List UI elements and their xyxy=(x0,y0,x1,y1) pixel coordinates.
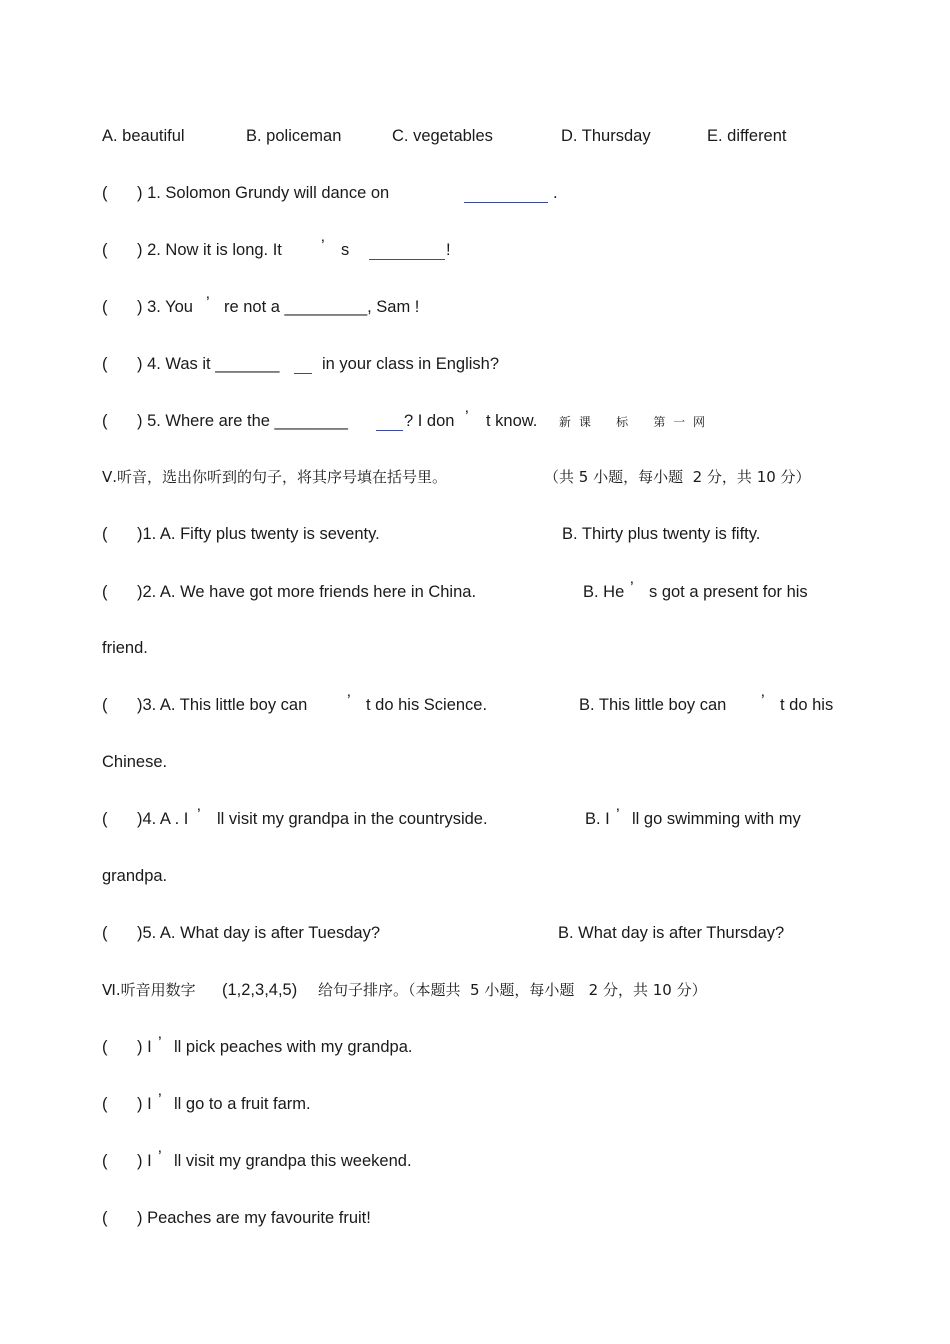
apostrophe: ’ xyxy=(158,1091,162,1109)
paren-open: ( xyxy=(102,810,108,828)
option-a-text: t do his Science. xyxy=(366,696,488,714)
question-text: ) 3. You xyxy=(137,298,193,316)
section-heading: Ⅴ.听音，选出你听到的句子，将其序号填在括号里。 xyxy=(102,468,448,486)
question-text: ) 2. Now it is long. It xyxy=(137,241,282,259)
option-b-text-continued: grandpa. xyxy=(102,867,168,885)
punctuation: . xyxy=(553,184,558,202)
paren-open: ( xyxy=(102,525,108,543)
section-score: 给句子排序。（本题共 5 小题，每小题 2 分，共 10 分） xyxy=(318,981,707,999)
sentence-text: ll visit my grandpa this weekend. xyxy=(174,1152,412,1170)
option-b-text-continued: Chinese. xyxy=(102,753,168,771)
apostrophe: ’ xyxy=(158,1034,162,1052)
apostrophe: ’ xyxy=(616,806,620,824)
paren-open: ( xyxy=(102,924,108,942)
paren-open: ( xyxy=(102,184,108,202)
paren-open: ( xyxy=(102,1095,108,1113)
paren-open: ( xyxy=(102,696,108,714)
question-text: s xyxy=(341,241,350,259)
option-b-text: t do his xyxy=(780,696,834,714)
option-b-text: B. This little boy can xyxy=(579,696,727,714)
option-a-text: )2. A. We have got more friends here in China. xyxy=(137,583,477,601)
option-b-text: B. What day is after Thursday? xyxy=(558,924,785,942)
option-b-text: s got a present for his xyxy=(649,583,808,601)
paren-open: ( xyxy=(102,355,108,373)
sentence-text: ) I xyxy=(137,1152,152,1170)
sentence-text: ) I xyxy=(137,1095,152,1113)
option-b: B. policeman xyxy=(246,127,342,145)
answer-blank[interactable] xyxy=(369,259,445,260)
section-numbers: (1,2,3,4,5) xyxy=(222,981,298,999)
option-e: E. different xyxy=(707,127,787,145)
paren-open: ( xyxy=(102,412,108,430)
option-b-text: B. Thirty plus twenty is fifty. xyxy=(562,525,761,543)
answer-blank[interactable] xyxy=(294,373,312,374)
answer-blank[interactable] xyxy=(376,430,403,431)
paren-open: ( xyxy=(102,583,108,601)
apostrophe: ’ xyxy=(206,294,210,312)
option-c: C. vegetables xyxy=(392,127,493,145)
sentence-text: ) Peaches are my favourite fruit! xyxy=(137,1209,371,1227)
paren-open: ( xyxy=(102,1209,108,1227)
sentence-text: ll go to a fruit farm. xyxy=(174,1095,311,1113)
option-b-text: ll go swimming with my xyxy=(632,810,801,828)
option-d: D. Thursday xyxy=(561,127,651,145)
punctuation: ! xyxy=(446,241,451,259)
option-b-text: B. He xyxy=(583,583,625,601)
apostrophe: ’ xyxy=(158,1148,162,1166)
question-text: in your class in English? xyxy=(322,355,500,373)
section-score: （共 5 小题，每小题 2 分，共 10 分） xyxy=(544,468,811,486)
answer-blank[interactable] xyxy=(464,202,548,203)
option-a: A. beautiful xyxy=(102,127,185,145)
apostrophe: ’ xyxy=(761,692,765,710)
option-a-text: ll visit my grandpa in the countryside. xyxy=(217,810,488,828)
apostrophe: ’ xyxy=(630,579,634,597)
paren-open: ( xyxy=(102,1038,108,1056)
question-text: ) 1. Solomon Grundy will dance on xyxy=(137,184,390,202)
option-b-text: B. I xyxy=(585,810,610,828)
option-b-text-continued: friend. xyxy=(102,639,148,657)
question-text: ) 4. Was it _______ xyxy=(137,355,280,373)
sentence-text: ll pick peaches with my grandpa. xyxy=(174,1038,413,1056)
apostrophe: ’ xyxy=(347,692,351,710)
question-text: ) 5. Where are the ________ xyxy=(137,412,348,430)
option-a-text: )5. A. What day is after Tuesday? xyxy=(137,924,381,942)
option-a-text: )4. A . I xyxy=(137,810,189,828)
question-text: ? I don xyxy=(404,412,455,430)
option-a-text: )3. A. This little boy can xyxy=(137,696,308,714)
option-a-text: )1. A. Fifty plus twenty is seventy. xyxy=(137,525,380,543)
apostrophe: ’ xyxy=(321,237,325,255)
apostrophe: ’ xyxy=(197,806,201,824)
watermark-text: 新 课 标 第 一 网 xyxy=(559,415,707,429)
paren-open: ( xyxy=(102,241,108,259)
paren-open: ( xyxy=(102,1152,108,1170)
apostrophe: ’ xyxy=(465,408,469,426)
sentence-text: ) I xyxy=(137,1038,152,1056)
question-text: re not a _________, Sam ! xyxy=(224,298,420,316)
question-text: t know. xyxy=(486,412,538,430)
paren-open: ( xyxy=(102,298,108,316)
section-heading: Ⅵ.听音用数字 xyxy=(102,981,196,999)
